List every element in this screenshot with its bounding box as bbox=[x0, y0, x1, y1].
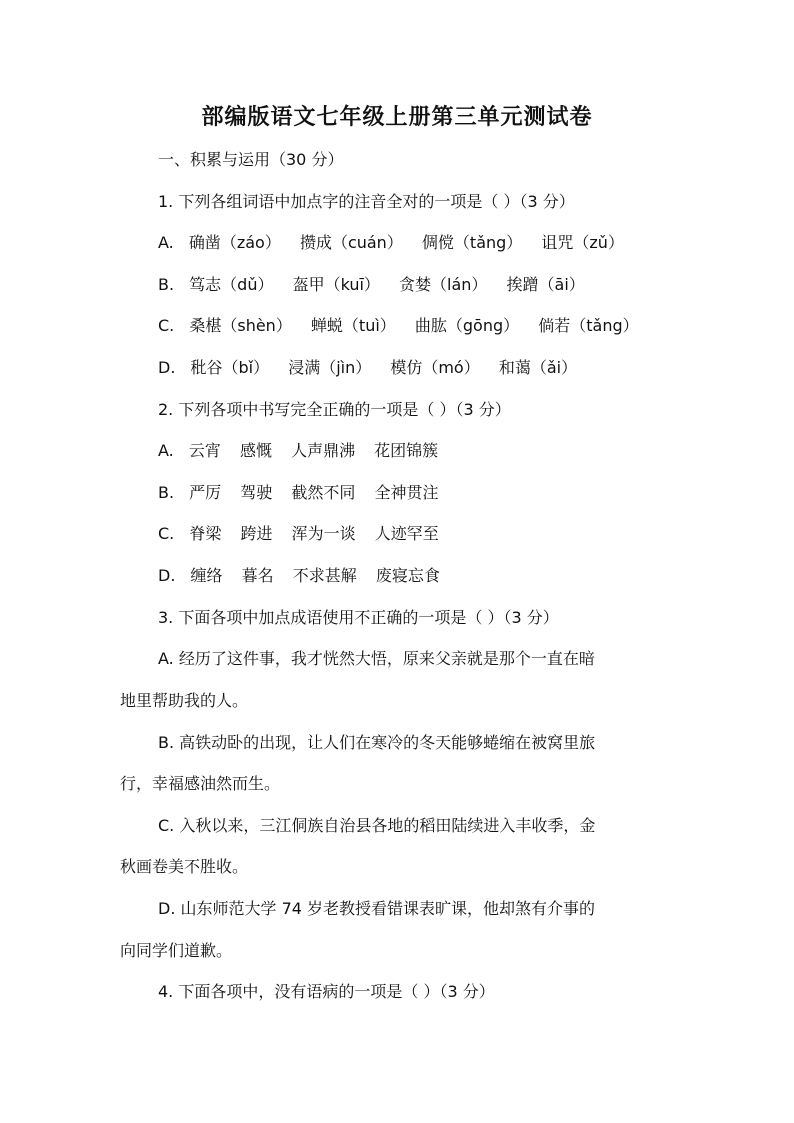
option-item: 云宵 bbox=[188, 441, 221, 460]
option-item: 人声鼎沸 bbox=[291, 441, 356, 460]
option-item: 倜傥（tǎng） bbox=[421, 233, 523, 252]
question-4-stem: 4. 下面各项中，没有语病的一项是（ ）（3 分） bbox=[158, 982, 495, 1001]
option-item: 贪婪（lán） bbox=[399, 275, 488, 294]
option-item: 缠络 bbox=[190, 566, 223, 585]
option-item: 暮名 bbox=[241, 566, 274, 585]
option-letter: A. bbox=[158, 441, 174, 460]
option-item: 倘若（tǎng） bbox=[538, 316, 639, 335]
q3-option-b-line2: 行，幸福感油然而生。 bbox=[120, 774, 281, 793]
option-item: 确凿（záo） bbox=[188, 233, 281, 252]
q1-option-c bbox=[158, 314, 653, 338]
option-item: 蝉蜕（tuì） bbox=[310, 316, 396, 335]
option-item: 盔甲（kuī） bbox=[292, 275, 380, 294]
option-item: 跨进 bbox=[240, 524, 273, 543]
option-item: 攒成（cuán） bbox=[299, 233, 403, 252]
option-item: 笃志（dǔ） bbox=[189, 275, 274, 294]
question-3-stem: 3. 下面各项中加点成语使用不正确的一项是（ ）（3 分） bbox=[158, 608, 559, 627]
option-letter: C. bbox=[158, 316, 175, 335]
option-letter: C. bbox=[158, 524, 175, 543]
option-item: 驾驶 bbox=[240, 483, 273, 502]
q1-option-b bbox=[158, 273, 599, 297]
q3-option-c-line1: C. 入秋以来，三江侗族自治县各地的稻田陆续进入丰收季，金 bbox=[158, 816, 596, 835]
option-letter: D. bbox=[158, 358, 176, 377]
q2-option-d bbox=[158, 564, 454, 588]
option-item: 感慨 bbox=[239, 441, 272, 460]
option-item: 挨蹭（āi） bbox=[506, 275, 585, 294]
option-item: 和蔼（ǎi） bbox=[498, 358, 578, 377]
q3-option-a-line1: A. 经历了这件事，我才恍然大悟，原来父亲就是那个一直在暗 bbox=[158, 649, 595, 668]
question-2-stem: 2. 下列各项中书写完全正确的一项是（ ）（3 分） bbox=[158, 400, 511, 419]
q2-option-b bbox=[158, 481, 453, 505]
q3-option-d-line2: 向同学们道歉。 bbox=[120, 941, 233, 960]
q1-option-a bbox=[158, 231, 638, 255]
option-item: 曲肱（gōng） bbox=[414, 316, 520, 335]
option-item: 浸满（jìn） bbox=[288, 358, 372, 377]
q3-option-b-line1: B. 高铁动卧的出现，让人们在寒冷的冬天能够蜷缩在被窝里旅 bbox=[158, 733, 596, 752]
option-item: 秕谷（bǐ） bbox=[190, 358, 270, 377]
option-item: 截然不同 bbox=[291, 483, 356, 502]
section-heading: 一、积累与运用（30 分） bbox=[158, 150, 344, 169]
option-item: 不求甚解 bbox=[292, 566, 357, 585]
question-1-stem: 1. 下列各组词语中加点字的注音全对的一项是（ ）（3 分） bbox=[158, 192, 575, 211]
option-item: 人迹罕至 bbox=[374, 524, 439, 543]
option-letter: B. bbox=[158, 275, 175, 294]
q1-option-d bbox=[158, 356, 591, 380]
q2-option-a bbox=[158, 439, 452, 463]
option-item: 全神贯注 bbox=[374, 483, 439, 502]
option-item: 模仿（mó） bbox=[390, 358, 480, 377]
q3-option-d-line1: D. 山东师范大学 74 岁老教授看错课表旷课，他却煞有介事的 bbox=[158, 899, 596, 918]
option-letter: B. bbox=[158, 483, 175, 502]
q2-option-c bbox=[158, 522, 453, 546]
q3-option-a-line2: 地里帮助我的人。 bbox=[120, 691, 249, 710]
option-item: 脊梁 bbox=[189, 524, 222, 543]
option-item: 严厉 bbox=[189, 483, 222, 502]
option-letter: A. bbox=[158, 233, 174, 252]
page-title: 部编版语文七年级上册第三单元测试卷 bbox=[201, 105, 593, 130]
option-item: 诅咒（zǔ） bbox=[541, 233, 624, 252]
option-item: 花团锦簇 bbox=[374, 441, 439, 460]
option-item: 废寝忘食 bbox=[375, 566, 440, 585]
option-item: 浑为一谈 bbox=[291, 524, 356, 543]
option-item: 桑椹（shèn） bbox=[189, 316, 292, 335]
q3-option-c-line2: 秋画卷美不胜收。 bbox=[120, 857, 249, 876]
option-letter: D. bbox=[158, 566, 176, 585]
